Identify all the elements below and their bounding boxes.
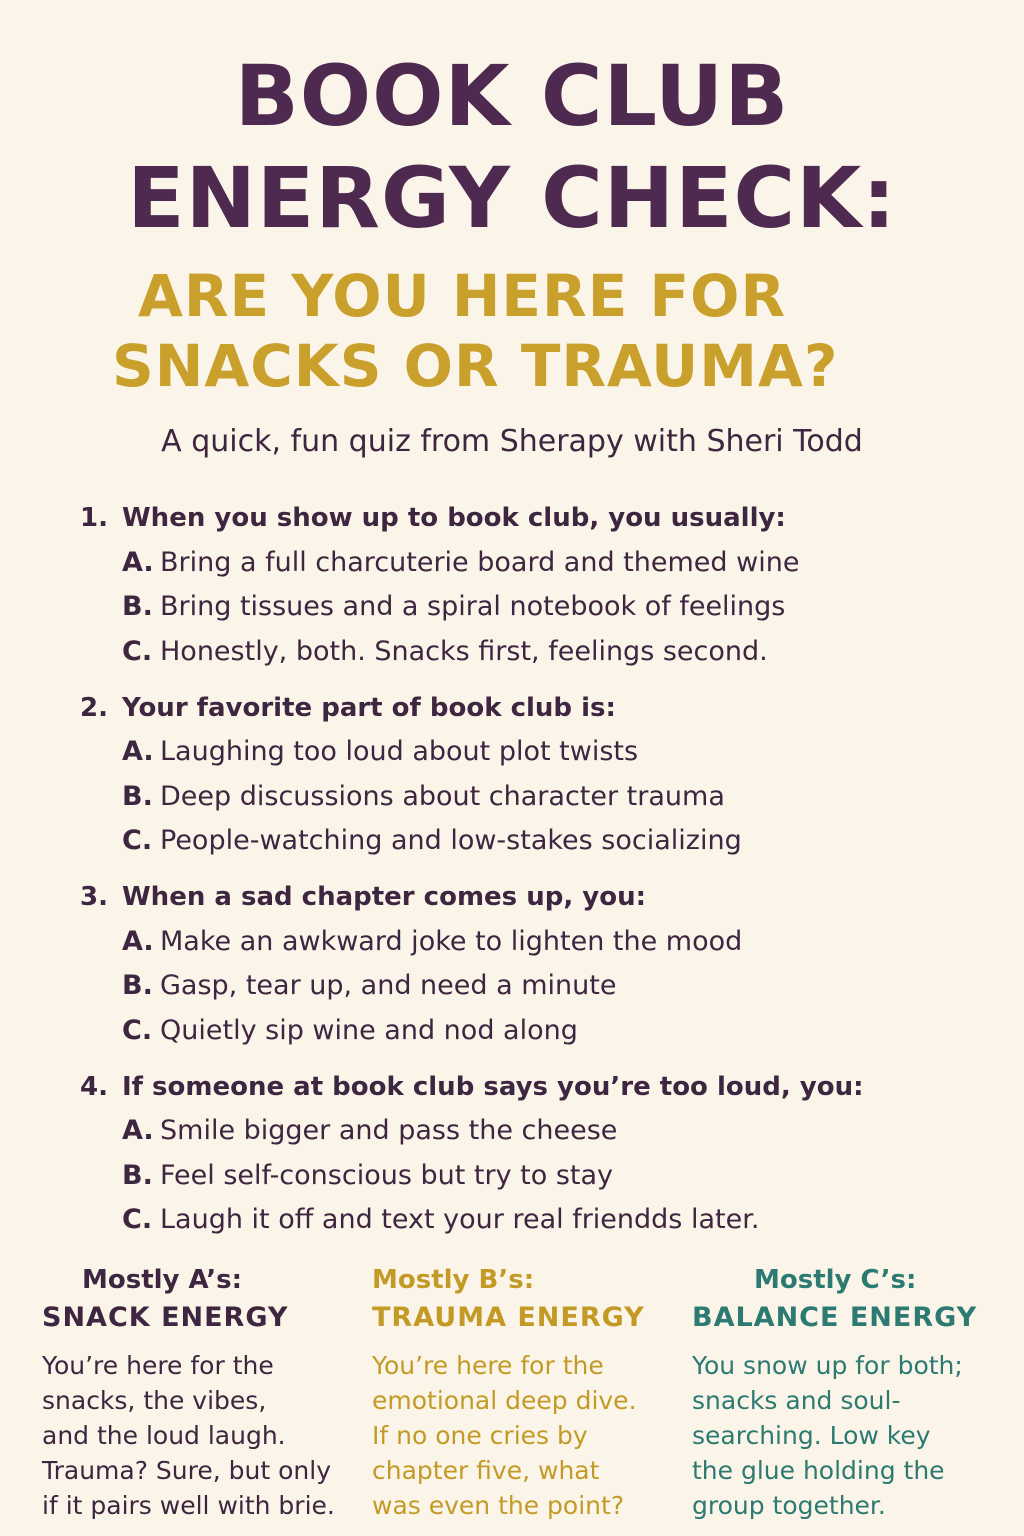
answer-option — [80, 730, 980, 775]
question-2 — [80, 686, 980, 864]
answer-option — [80, 540, 980, 585]
option-letter: A. — [122, 925, 154, 957]
question-header — [80, 875, 980, 919]
question-header — [80, 686, 980, 730]
result-snack-energy — [42, 1262, 362, 1523]
option-text: People-watching and low-stakes socializing — [160, 825, 742, 857]
result-heading: Mostly B’s: — [372, 1265, 535, 1295]
result-name: SNACK ENERGY — [42, 1302, 289, 1333]
question-number: 3. — [80, 882, 108, 912]
option-letter: C. — [122, 1204, 153, 1236]
option-letter: A. — [122, 546, 154, 578]
result-description: You’re here for the snacks, the vibes, and the loud laugh. Trauma? Sure, but only if it pairs well with brie. — [42, 1351, 335, 1520]
option-text: Laugh it off and text your real friendds later. — [160, 1204, 760, 1236]
question-3 — [80, 875, 980, 1053]
option-text: Bring tissues and a spiral notebook of feelings — [160, 591, 786, 623]
option-text: Deep discussions about character trauma — [160, 780, 725, 812]
option-letter: B. — [122, 780, 153, 812]
question-number: 2. — [80, 692, 108, 723]
results-section — [0, 1262, 1024, 1522]
question-text: When you show up to book club, you usually: — [122, 503, 786, 533]
option-text: Bring a full charcuterie board and themed wine — [160, 546, 800, 578]
answer-option — [80, 774, 980, 819]
option-letter: B. — [122, 591, 153, 623]
result-heading: Mostly A’s: — [82, 1265, 243, 1295]
answer-option — [80, 964, 980, 1009]
option-letter: C. — [122, 635, 153, 667]
option-text: Quietly sip wine and nod along — [160, 1014, 578, 1046]
question-4 — [80, 1065, 980, 1243]
option-text: Gasp, tear up, and need a minute — [160, 970, 617, 1002]
title-line-2: ENERGY CHECK: — [127, 149, 897, 247]
option-letter: A. — [122, 1115, 154, 1147]
answer-option — [80, 1153, 980, 1198]
option-text: Honestly, both. Snacks first, feelings second. — [160, 635, 768, 667]
option-letter: A. — [122, 736, 154, 768]
result-description: You snow up for both; snacks and soul- searching. Low key the glue holding the group together. — [692, 1351, 963, 1520]
question-list — [80, 496, 980, 1254]
answer-option — [80, 819, 980, 864]
subtitle-line-1: ARE YOU HERE FOR — [138, 262, 787, 330]
result-trauma-energy — [372, 1262, 682, 1523]
option-letter: C. — [122, 1014, 153, 1046]
byline: A quick, fun quiz from Sherapy with Sheri Todd — [161, 424, 863, 459]
result-balance-energy — [692, 1262, 1012, 1523]
question-1 — [80, 496, 980, 674]
option-letter: B. — [122, 970, 153, 1002]
answer-option — [80, 1109, 980, 1154]
question-number: 1. — [80, 503, 108, 533]
result-name: TRAUMA ENERGY — [372, 1302, 645, 1333]
result-name: BALANCE ENERGY — [692, 1302, 978, 1333]
option-letter: B. — [122, 1159, 153, 1191]
question-header — [80, 496, 980, 540]
option-letter: C. — [122, 825, 153, 857]
subtitle-line-2: SNACKS OR TRAUMA? — [112, 332, 839, 400]
option-text: Feel self-conscious but try to stay — [160, 1159, 614, 1191]
answer-option — [80, 629, 980, 674]
title-line-1: BOOK CLUB — [234, 47, 790, 145]
result-description: You’re here for the emotional deep dive. If no one cries by chapter five, what was even the point? — [372, 1351, 637, 1520]
result-heading: Mostly C’s: — [754, 1265, 917, 1295]
answer-option — [80, 585, 980, 630]
question-header — [80, 1065, 980, 1109]
option-text: Smile bigger and pass the cheese — [160, 1115, 618, 1147]
answer-option — [80, 1198, 980, 1243]
question-number: 4. — [80, 1071, 108, 1102]
question-text: Your favorite part of book club is: — [122, 692, 616, 723]
question-text: When a sad chapter comes up, you: — [122, 882, 646, 912]
option-text: Make an awkward joke to lighten the mood — [160, 925, 743, 957]
answer-option — [80, 919, 980, 964]
question-text: If someone at book club says you’re too loud, you: — [122, 1071, 864, 1102]
answer-option — [80, 1008, 980, 1053]
option-text: Laughing too loud about plot twists — [160, 736, 639, 768]
